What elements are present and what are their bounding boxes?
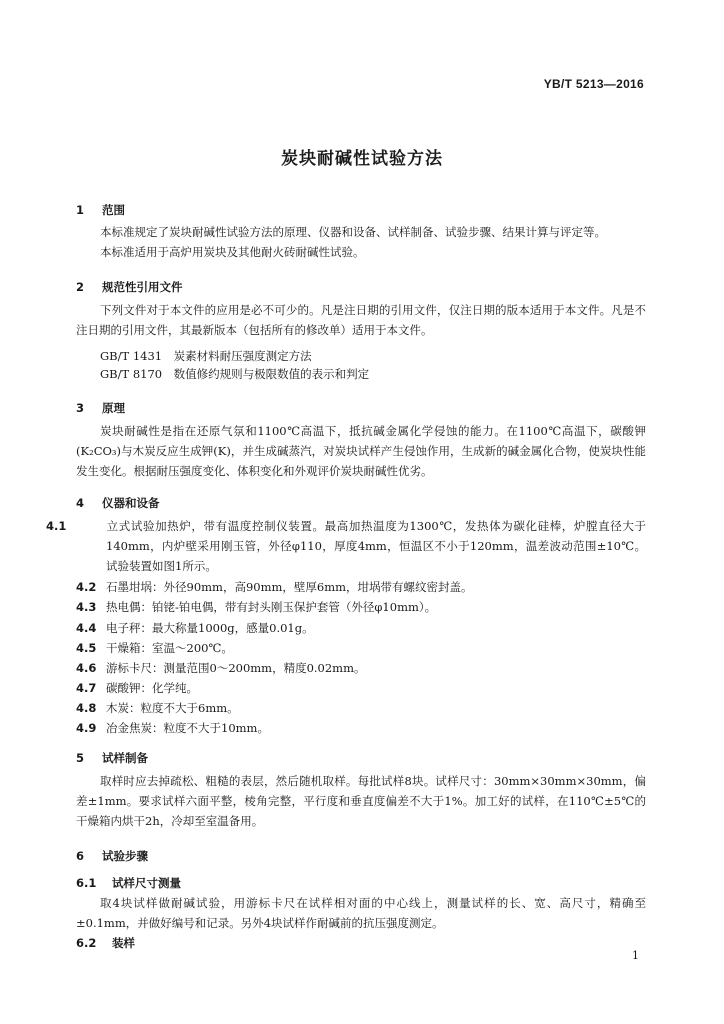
item-number: 4.3	[76, 600, 97, 614]
subsection-title: 装样	[112, 936, 135, 950]
item-number: 4.7	[76, 681, 97, 695]
item-number: 4.4	[76, 621, 97, 635]
item-number: 4.9	[76, 721, 97, 735]
page-number: 1	[632, 949, 639, 962]
subsection-title: 试样尺寸测量	[112, 876, 181, 890]
item-text: 游标卡尺：测量范围0～200mm，精度0.02mm。	[106, 661, 366, 675]
equipment-item	[76, 698, 646, 718]
item-text: 热电偶：铂铑-铂电偶，带有封头刚玉保护套管（外径φ10mm）。	[106, 600, 437, 614]
equipment-item	[76, 658, 646, 678]
section-title: 仪器和设备	[102, 496, 160, 510]
section-3-heading	[76, 400, 125, 416]
equipment-item	[76, 718, 646, 738]
item-number: 4.8	[76, 701, 97, 715]
section-3-paragraph-1: 炭块耐碱性是指在还原气氛和1100℃高温下，抵抗碱金属化学侵蚀的能力。在1100℃高温下，碳酸钾(K₂CO₃)与木炭反应生成钾(K)，并生成碱蒸汽，对炭块试样产生侵蚀作用，生成新的碱金属化合物，使炭块性能发生变化。根据耐压强度变化、体积变化和外观评价炭块耐碱性优劣。	[76, 424, 646, 478]
section-number: 1	[76, 203, 85, 217]
standard-code: YB/T 5213—2016	[543, 77, 644, 91]
equipment-item	[46, 516, 646, 576]
document-title: 炭块耐碱性试验方法	[281, 149, 443, 169]
reference-gbt-8170: GB/T 8170 数值修约规则与极限数值的表示和判定	[100, 367, 370, 381]
section-1-paragraph-1: 本标准规定了炭块耐碱性试验方法的原理、仪器和设备、试样制备、试验步骤、结果计算与评定等。	[100, 225, 606, 239]
section-number: 3	[76, 401, 85, 415]
section-title: 原理	[102, 401, 125, 415]
item-number: 4.1	[46, 519, 67, 533]
section-title: 规范性引用文件	[102, 280, 183, 294]
equipment-item	[76, 618, 646, 638]
item-text: 冶金焦炭：粒度不大于10mm。	[106, 721, 269, 735]
item-text: 立式试验加热炉，带有温度控制仪装置。最高加热温度为1300℃，发热体为碳化硅棒，炉膛直径大于140mm，内炉壁采用刚玉管，外径φ110，厚度4mm，恒温区不小于120mm，温差波动范围±10℃。试验装置如图1所示。	[106, 519, 646, 573]
item-text: 干燥箱：室温～200℃。	[106, 641, 233, 655]
section-5-heading	[76, 750, 148, 766]
section-title: 试验步骤	[102, 849, 148, 863]
section-number: 6	[76, 849, 85, 863]
item-number: 4.5	[76, 641, 97, 655]
equipment-item	[76, 597, 646, 617]
item-text: 电子秤：最大称量1000g，感量0.01g。	[106, 621, 314, 635]
item-text: 碳酸钾：化学纯。	[106, 681, 198, 695]
section-5-paragraph-1: 取样时应去掉疏松、粗糙的表层，然后随机取样。每批试样8块。试样尺寸：30mm×30mm×30mm，偏差±1mm。要求试样六面平整，棱角完整，平行度和垂直度偏差不大于1%。加工好的试样，在110℃±5℃的干燥箱内烘干2h，冷却至室温备用。	[76, 774, 646, 828]
section-4-heading	[76, 495, 160, 511]
equipment-item	[76, 638, 646, 658]
section-1-heading	[76, 202, 125, 218]
section-number: 2	[76, 280, 85, 294]
item-number: 4.2	[76, 580, 97, 594]
section-2-paragraph-1: 下列文件对于本文件的应用是必不可少的。凡是注日期的引用文件，仅注日期的版本适用于本文件。凡是不注日期的引用文件，其最新版本（包括所有的修改单）适用于本文件。	[76, 303, 646, 337]
section-title: 范围	[102, 203, 125, 217]
subsection-6-1-heading	[76, 875, 181, 891]
equipment-item	[76, 577, 646, 597]
section-title: 试样制备	[102, 751, 148, 765]
item-number: 4.6	[76, 661, 97, 675]
section-6-heading	[76, 848, 148, 864]
subsection-6-1-paragraph: 取4块试样做耐碱试验，用游标卡尺在试样相对面的中心线上，测量试样的长、宽、高尺寸，精确至±0.1mm，并做好编号和记录。另外4块试样作耐碱前的抗压强度测定。	[76, 896, 646, 930]
section-1-paragraph-2: 本标准适用于高炉用炭块及其他耐火砖耐碱性试验。	[100, 245, 365, 259]
item-text: 木炭：粒度不大于6mm。	[106, 701, 239, 715]
section-number: 4	[76, 496, 85, 510]
section-number: 5	[76, 751, 85, 765]
subsection-6-2-heading	[76, 935, 135, 951]
equipment-item	[76, 678, 646, 698]
reference-gbt-1431: GB/T 1431 炭素材料耐压强度测定方法	[100, 349, 312, 363]
subsection-number: 6.2	[76, 936, 97, 950]
section-2-heading	[76, 279, 183, 295]
item-text: 石墨坩埚：外径90mm，高90mm，壁厚6mm，坩埚带有螺纹密封盖。	[106, 580, 473, 594]
subsection-number: 6.1	[76, 876, 97, 890]
